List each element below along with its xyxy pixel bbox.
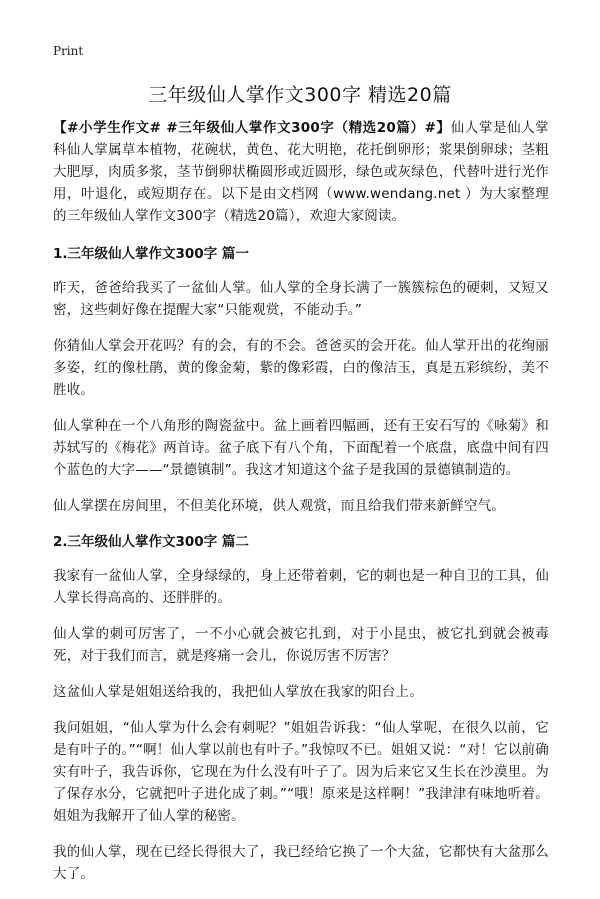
print-label: Print [53, 44, 84, 58]
paragraph: 仙人掌摆在房间里，不但美化环境，供人观赏，而且给我们带来新鲜空气。 [53, 498, 506, 514]
section-heading-1: 1.三年级仙人掌作文300字 篇一 [53, 246, 249, 262]
paragraph: 你猜仙人掌会开花吗？有的会，有的不会。爸爸买的会开花。仙人掌开出的花绚丽多姿，红的像杜鹃，黄的像金菊，紫的像彩霞，白的像洁玉，真是五彩缤纷，美不胜收。 [53, 338, 549, 398]
intro-paragraph [53, 117, 549, 227]
section-heading-2: 2.三年级仙人掌作文300字 篇二 [53, 534, 249, 550]
paragraph: 这盆仙人掌是姐姐送给我的，我把仙人掌放在我家的阳台上。 [53, 684, 423, 700]
paragraph: 昨天，爸爸给我买了一盆仙人掌。仙人掌的全身长满了一簇簇棕色的硬刺，又短又密，这些刺好像在提醒大家“只能观赏，不能动手。” [53, 280, 549, 318]
document-body [53, 117, 549, 899]
paragraph: 我问姐姐，“仙人掌为什么会有刺呢？”姐姐告诉我：“仙人掌呢，在很久以前，它是有叶子的。”“啊！仙人掌以前也有叶子。”我惊叹不已。姐姐又说：“对！它以前确实有叶子，我告诉你，它现在为什么没有叶子了。因为后来它又生长在沙漠里。为了保存水分，它就把叶子进化成了刺。”“哦！原来是这样啊！”我津津有味地听着。姐姐为我解开了仙人掌的秘密。 [53, 720, 549, 824]
intro-text: 仙人掌是仙人掌科仙人掌属草本植物，花碗状，黄色、花大明艳，花托倒卵形；浆果倒卵球；茎粗大肥厚，肉质多浆，茎节倒卵状椭圆形或近圆形，绿色或灰绿色，代替叶进行光作用，叶退化，或短期存在。以下是由文档网（www.wendang.net ）为大家整理的三年级仙人掌作文300字（精选20篇），欢迎大家阅读。 [53, 120, 549, 224]
paragraph: 我家有一盆仙人掌，全身绿绿的，身上还带着刺，它的刺也是一种自卫的工具，仙人掌长得高高的、还胖胖的。 [53, 568, 549, 606]
intro-tags: 【#小学生作文# #三年级仙人掌作文300字（精选20篇）#】 [53, 120, 451, 136]
paragraph: 仙人掌的刺可厉害了，一不小心就会被它扎到，对于小昆虫，被它扎到就会被毒死，对于我们而言，就是疼痛一会儿，你说厉害不厉害？ [53, 626, 549, 664]
document-title: 三年级仙人掌作文300字 精选20篇 [148, 84, 452, 106]
paragraph: 我的仙人掌，现在已经长得很大了，我已经给它换了一个大盆，它都快有大盆那么大了。 [53, 844, 549, 882]
paragraph: 仙人掌种在一个八角形的陶瓷盆中。盆上画着四幅画，还有王安石写的《咏菊》和苏轼写的《梅花》两首诗。盆子底下有八个角，下面配着一个底盘，底盘中间有四个蓝色的大字——“景德镇制”。我这才知道这个盆子是我国的景德镇制造的。 [53, 418, 549, 478]
